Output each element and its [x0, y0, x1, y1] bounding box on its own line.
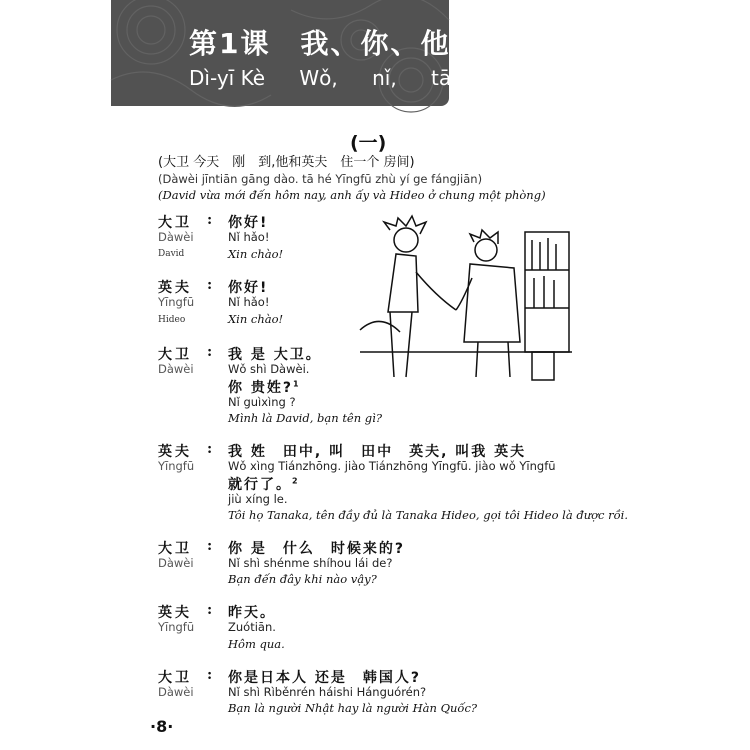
- utterance-pinyin: Nǐ guìxìng ?: [228, 395, 296, 409]
- colon: :: [207, 277, 213, 293]
- speaker-pinyin: Yīngfū: [158, 295, 195, 309]
- utterance-vietnamese: Xin chào!: [228, 312, 284, 326]
- speaker-english: David: [158, 249, 185, 259]
- lesson-title-pinyin: [189, 66, 479, 90]
- utterance-chinese-text: 你 贵姓?: [228, 380, 293, 396]
- intro-pinyin: (Dàwèi jīntiān gāng dào. tā hé Yīngfū zhù yí ge fángjiān): [158, 172, 483, 186]
- title-pinyin-part: Dì-yī Kè: [189, 66, 265, 90]
- title-pinyin-part: Wǒ,: [299, 66, 338, 90]
- utterance-chinese: 你 是 什么 时候来的?: [228, 541, 405, 557]
- speaker-pinyin: Yīngfū: [158, 620, 195, 634]
- handshake-illustration: [360, 212, 572, 384]
- speaker-pinyin: Dàwèi: [158, 362, 194, 376]
- intro-chinese: (大卫 今天 刚 到,他和英夫 住一个 房间): [158, 155, 415, 170]
- utterance-chinese-text: 就行了。: [228, 477, 292, 493]
- utterance-chinese: [228, 474, 300, 494]
- footnote-marker: 1: [293, 379, 301, 389]
- intro-vietnamese: (David vừa mới đến hôm nay, anh ấy và Hideo ở chung một phòng): [158, 188, 546, 202]
- speaker-pinyin: Dàwèi: [158, 556, 194, 570]
- speaker-chinese: 英夫: [158, 444, 192, 460]
- utterance-pinyin: Nǐ hǎo!: [228, 230, 270, 244]
- title-pinyin-part: tā: [431, 66, 452, 90]
- colon: :: [207, 602, 213, 618]
- footnote-marker: 2: [292, 476, 300, 486]
- utterance-pinyin: Wǒ xìng Tiánzhōng. jiào Tiánzhōng Yīngfū. jiào wǒ Yīngfū: [228, 459, 556, 473]
- speaker-chinese: 大卫: [158, 541, 192, 557]
- utterance-pinyin: Wǒ shì Dàwèi.: [228, 362, 310, 376]
- colon: :: [207, 667, 213, 683]
- utterance-chinese: 你是日本人 还是 韩国人?: [228, 670, 421, 686]
- utterance-vietnamese: Xin chào!: [228, 247, 284, 261]
- utterance-pinyin: Nǐ hǎo!: [228, 295, 270, 309]
- utterance-vietnamese: Mình là David, bạn tên gì?: [228, 411, 383, 425]
- utterance-vietnamese: Bạn đến đây khi nào vậy?: [228, 572, 377, 586]
- utterance-pinyin: Nǐ shì Rìběnrén háishi Hánguórén?: [228, 685, 427, 699]
- section-number: (一): [350, 132, 387, 154]
- utterance-chinese: 你好!: [228, 280, 269, 296]
- utterance-chinese: 你好!: [228, 215, 269, 231]
- utterance-chinese: 我 是 大卫。: [228, 347, 322, 363]
- colon: :: [207, 212, 213, 228]
- speaker-pinyin: Dàwèi: [158, 685, 194, 699]
- scene-intro: [158, 155, 546, 203]
- speaker-chinese: 大卫: [158, 670, 192, 686]
- speaker-pinyin: Dàwèi: [158, 230, 194, 244]
- utterance-chinese: 昨天。: [228, 605, 276, 621]
- speaker-chinese: 大卫: [158, 347, 192, 363]
- colon: :: [207, 441, 213, 457]
- lesson-header: [111, 0, 452, 106]
- speaker-english: Hideo: [158, 315, 186, 325]
- speaker-chinese: 英夫: [158, 280, 192, 296]
- utterance-vietnamese: Bạn là người Nhật hay là người Hàn Quốc?: [228, 701, 478, 715]
- page-number: ·8·: [150, 717, 174, 736]
- speaker-chinese: 英夫: [158, 605, 192, 621]
- utterance-pinyin: jiù xíng le.: [228, 492, 288, 506]
- utterance-chinese: 我 姓 田中, 叫 田中 英夫, 叫我 英夫: [228, 444, 527, 460]
- lesson-title-chinese: 第1课 我、你、他: [189, 27, 451, 60]
- colon: :: [207, 538, 213, 554]
- utterance-vietnamese: Tôi họ Tanaka, tên đầy đủ là Tanaka Hideo, gọi tôi Hideo là được rồi.: [228, 508, 628, 522]
- speaker-chinese: 大卫: [158, 215, 192, 231]
- utterance-pinyin: Zuótiān.: [228, 620, 276, 634]
- utterance-chinese: [228, 377, 301, 397]
- colon: :: [207, 344, 213, 360]
- utterance-vietnamese: Hôm qua.: [228, 637, 285, 651]
- utterance-pinyin: Nǐ shì shénme shíhou lái de?: [228, 556, 393, 570]
- speaker-pinyin: Yīngfū: [158, 459, 195, 473]
- title-pinyin-part: nǐ,: [372, 66, 397, 90]
